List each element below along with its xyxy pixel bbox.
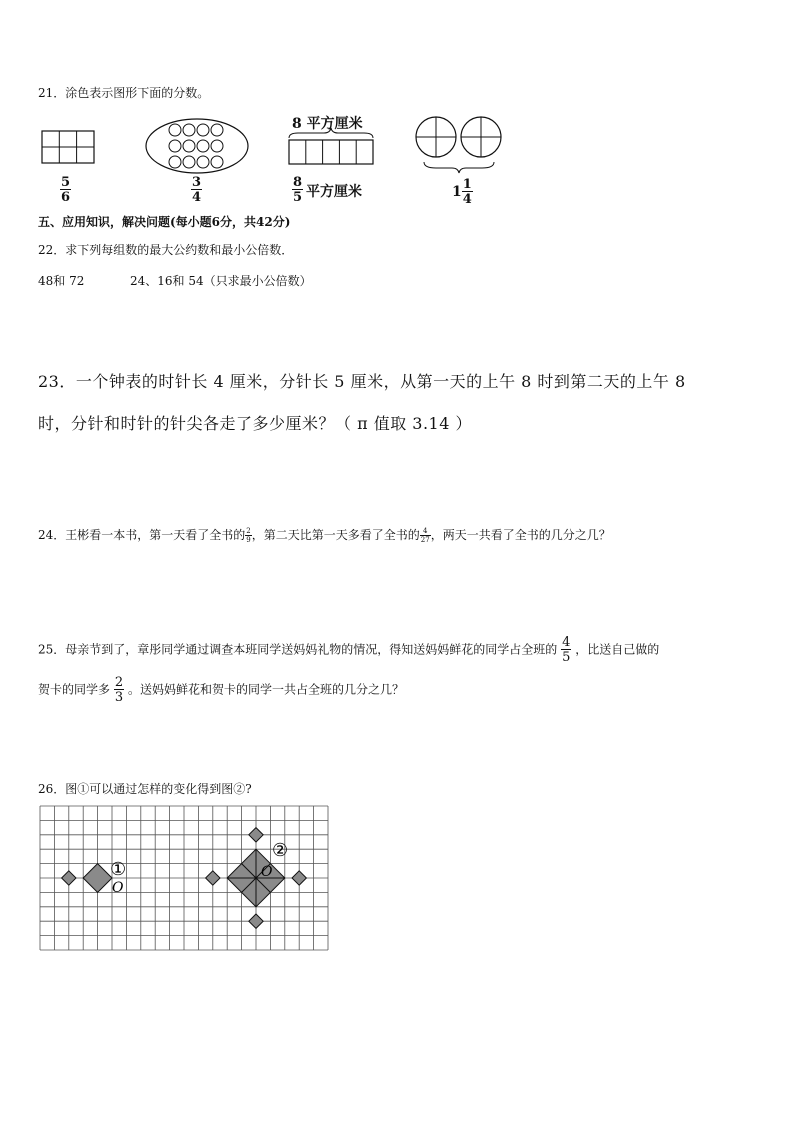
figure1-large-diamond <box>83 864 112 893</box>
figure2-left-diamond <box>206 871 220 885</box>
figure2-right-diamond <box>292 871 306 885</box>
q21-figure-ellipse-circles <box>145 117 255 177</box>
q24-fraction-1: $\frac{2}{9}$ <box>246 526 251 544</box>
q26-grid-figure <box>38 804 330 950</box>
q26-prompt: 26．图①可以通过怎样的变化得到图②? <box>38 782 252 796</box>
q25-fraction-1: $\frac{4}{5}$ <box>562 635 571 665</box>
q21-prompt: 21．涂色表示图形下面的分数。 <box>38 86 210 100</box>
q22-item-1: 48和 72 <box>38 274 85 288</box>
q21-strip-top-label: 8 平方厘米 <box>292 116 363 132</box>
q21-strip-unit: 平方厘米 <box>306 184 362 200</box>
q21-fraction-1: $\frac{5}{6}$ <box>61 175 71 205</box>
figure2-bottom-diamond <box>249 914 263 928</box>
figure2-top-diamond <box>249 828 263 842</box>
q26-point-o-2: O <box>261 864 273 880</box>
q23-line-2: 时，分针和时针的针尖各走了多少厘米？（ π 值取 3.14 ） <box>38 414 472 433</box>
q21-fraction-3: $\frac{8}{5}$ <box>293 175 303 205</box>
q26-label-2: ② <box>272 840 289 861</box>
q21-fraction-4: 1 $\frac{1}{4}$ <box>452 177 472 207</box>
q22-prompt: 22．求下列每组数的最大公约数和最小公倍数． <box>38 243 294 257</box>
q24-fraction-2: $\frac{4}{27}$ <box>420 526 430 544</box>
q21-figure-strip <box>286 128 386 178</box>
q25-line-2: 贺卡的同学多 $\frac{2}{3}$ 。送妈妈鲜花和贺卡的同学一共占全班的几分之几？ <box>38 675 404 705</box>
q25-fraction-2: $\frac{2}{3}$ <box>114 675 124 705</box>
q26-label-1: ① <box>110 859 127 880</box>
section-heading: 五、应用知识，解决问题(每小题6分，共42分) <box>38 215 291 229</box>
q23-line-1: 23．一个钟表的时针长 4 厘米，分针长 5 厘米，从第一天的上午 8 时到第二天的上午 8 <box>38 372 686 391</box>
figure1-small-diamond <box>62 871 76 885</box>
q22-item-2: 24、16和 54（只求最小公倍数） <box>130 274 312 288</box>
q24-text: 24．王彬看一本书，第一天看了全书的 $\frac{2}{9}$ ，第二天比第一天多看了全书的 $\frac{4}{27}$ ，两天一共看了全书的几分之几？ <box>38 526 611 544</box>
q26-point-o-1: O <box>112 880 124 896</box>
q21-figure-grid-rectangle <box>40 129 100 169</box>
q21-fraction-2: $\frac{3}{4}$ <box>192 175 202 205</box>
q25-line-1: 25．母亲节到了，章彤同学通过调查本班同学送妈妈礼物的情况，得知送妈妈鲜花的同学占全班的 $\frac{4}{5}$ ，比送自己做的 <box>38 635 660 665</box>
q21-figure-two-circles <box>414 116 514 186</box>
